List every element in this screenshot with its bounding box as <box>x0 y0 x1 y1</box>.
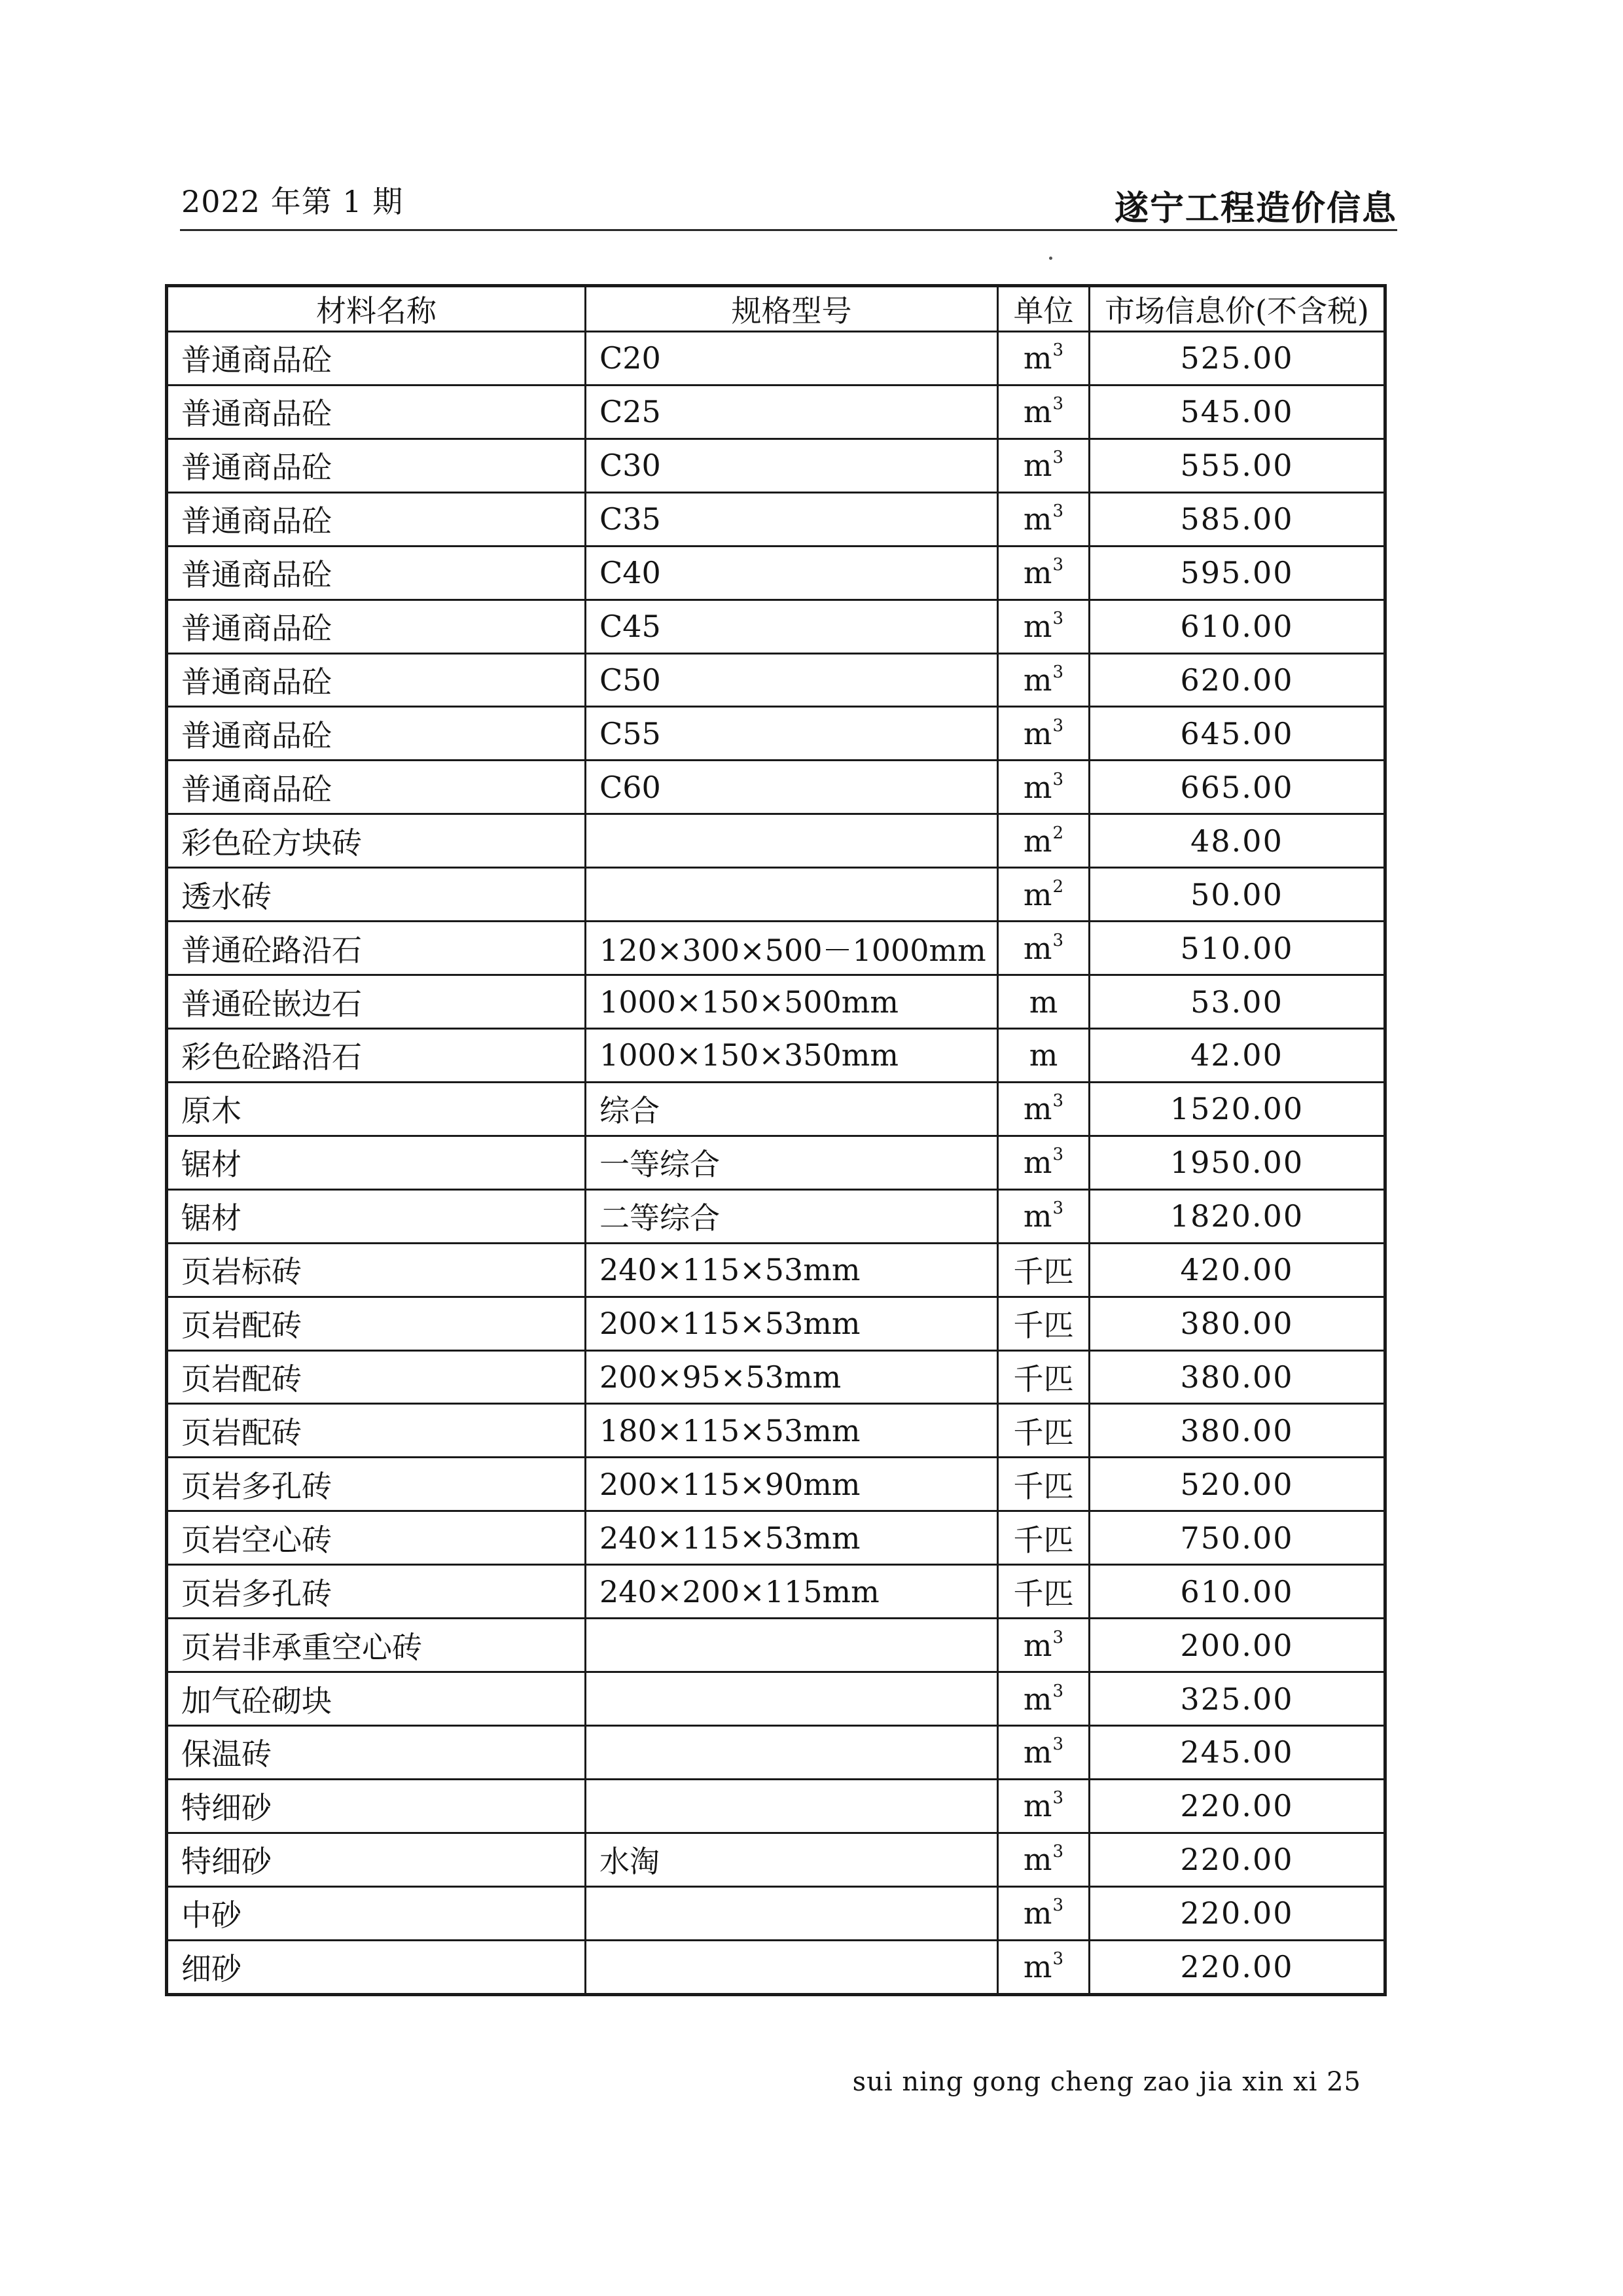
unit-cell <box>998 1136 1090 1189</box>
price-cell: 1950.00 <box>1090 1136 1385 1189</box>
unit-exponent: 3 <box>1052 1788 1064 1808</box>
unit-text: m <box>1023 1198 1052 1234</box>
spec-cell: 1000×150×500mm <box>586 975 998 1029</box>
spec-cell: 一等综合 <box>586 1136 998 1189</box>
table-row <box>167 332 1385 386</box>
spec-cell <box>586 868 998 922</box>
unit-text: m <box>1023 1091 1052 1127</box>
unit-text: 千匹 <box>1013 1361 1074 1397</box>
material-name-cell: 锯材 <box>167 1136 586 1189</box>
unit-text: m <box>1023 769 1052 805</box>
unit-cell <box>998 1458 1090 1511</box>
unit-exponent: 3 <box>1052 1627 1064 1647</box>
price-cell: 585.00 <box>1090 492 1385 546</box>
table-row <box>167 1458 1385 1511</box>
unit-text: 千匹 <box>1013 1308 1074 1344</box>
unit-text: m <box>1023 448 1052 484</box>
material-name-cell: 保温砖 <box>167 1725 586 1779</box>
price-cell: 645.00 <box>1090 707 1385 761</box>
unit-text: 千匹 <box>1013 1414 1074 1450</box>
price-cell: 325.00 <box>1090 1672 1385 1726</box>
unit-text: m <box>1023 662 1052 698</box>
unit-cell <box>998 975 1090 1029</box>
spec-cell: 水淘 <box>586 1833 998 1886</box>
spec-cell <box>586 1672 998 1726</box>
header-rule <box>180 229 1397 231</box>
table-row <box>167 761 1385 814</box>
unit-exponent: 2 <box>1052 876 1064 897</box>
unit-cell <box>998 492 1090 546</box>
material-name-cell: 页岩多孔砖 <box>167 1565 586 1619</box>
unit-exponent: 3 <box>1052 448 1064 468</box>
unit-text: 千匹 <box>1013 1522 1074 1558</box>
unit-cell <box>998 546 1090 600</box>
unit-cell <box>998 1725 1090 1779</box>
unit-text: m <box>1029 984 1058 1020</box>
table-row <box>167 600 1385 653</box>
unit-text: m <box>1023 1788 1052 1824</box>
spec-cell: C40 <box>586 546 998 600</box>
material-name-cell: 普通商品砼 <box>167 707 586 761</box>
material-name-cell: 原木 <box>167 1082 586 1136</box>
unit-exponent: 3 <box>1052 1198 1064 1219</box>
price-cell: 245.00 <box>1090 1725 1385 1779</box>
spec-cell: 240×200×115mm <box>586 1565 998 1619</box>
unit-exponent: 3 <box>1052 1681 1064 1701</box>
material-name-cell: 透水砖 <box>167 868 586 922</box>
issue-label: 2022 年第 1 期 <box>181 184 404 219</box>
unit-cell <box>998 1619 1090 1672</box>
unit-text: m <box>1023 1627 1052 1663</box>
material-name-cell: 普通商品砼 <box>167 761 586 814</box>
material-name-cell: 页岩标砖 <box>167 1243 586 1297</box>
table-row <box>167 492 1385 546</box>
table-row <box>167 1404 1385 1458</box>
price-cell: 525.00 <box>1090 332 1385 386</box>
unit-text: m <box>1023 876 1052 912</box>
price-cell: 200.00 <box>1090 1619 1385 1672</box>
material-name-cell: 页岩配砖 <box>167 1404 586 1458</box>
material-name-cell: 特细砂 <box>167 1833 586 1886</box>
material-name-cell: 页岩配砖 <box>167 1297 586 1350</box>
spec-cell: 180×115×53mm <box>586 1404 998 1458</box>
unit-cell <box>998 1297 1090 1350</box>
unit-text: 千匹 <box>1013 1575 1074 1611</box>
price-cell: 595.00 <box>1090 546 1385 600</box>
unit-text: m <box>1023 1842 1052 1878</box>
unit-text: m <box>1023 1734 1052 1770</box>
table-row <box>167 439 1385 492</box>
price-cell: 420.00 <box>1090 1243 1385 1297</box>
spec-cell: 200×115×90mm <box>586 1458 998 1511</box>
unit-cell <box>998 1886 1090 1940</box>
unit-cell <box>998 1082 1090 1136</box>
unit-text: m <box>1023 501 1052 537</box>
publication-title: 遂宁工程造价信息 <box>1114 188 1397 228</box>
spec-cell: 120×300×500－1000mm <box>586 922 998 975</box>
unit-text: m <box>1023 930 1052 966</box>
spec-cell: C60 <box>586 761 998 814</box>
unit-cell <box>998 1189 1090 1243</box>
unit-cell <box>998 439 1090 492</box>
table-row <box>167 1886 1385 1940</box>
spec-cell: 二等综合 <box>586 1189 998 1243</box>
spec-cell: C25 <box>586 385 998 439</box>
spec-cell: C30 <box>586 439 998 492</box>
table-row <box>167 1297 1385 1350</box>
col-header-name: 材料名称 <box>167 286 586 332</box>
price-cell: 610.00 <box>1090 1565 1385 1619</box>
unit-text: m <box>1023 823 1052 859</box>
table-row <box>167 1565 1385 1619</box>
price-cell: 610.00 <box>1090 600 1385 653</box>
material-name-cell: 普通商品砼 <box>167 600 586 653</box>
table-row <box>167 1672 1385 1726</box>
unit-exponent: 3 <box>1052 1145 1064 1165</box>
price-cell: 220.00 <box>1090 1886 1385 1940</box>
spec-cell <box>586 814 998 868</box>
unit-text: m <box>1023 340 1052 376</box>
unit-text: 千匹 <box>1013 1468 1074 1504</box>
price-cell: 220.00 <box>1090 1833 1385 1886</box>
spec-cell: C50 <box>586 653 998 707</box>
unit-text: m <box>1023 609 1052 645</box>
unit-text: m <box>1023 1895 1052 1931</box>
material-name-cell: 细砂 <box>167 1940 586 1994</box>
table-header-row <box>167 286 1385 332</box>
spec-cell: 240×115×53mm <box>586 1511 998 1565</box>
unit-cell <box>998 868 1090 922</box>
unit-text: m <box>1023 715 1052 751</box>
page-header <box>180 171 1397 230</box>
unit-text: m <box>1029 1037 1058 1073</box>
table-row <box>167 814 1385 868</box>
table-row <box>167 1189 1385 1243</box>
unit-exponent: 3 <box>1052 1842 1064 1862</box>
spec-cell: 200×115×53mm <box>586 1297 998 1350</box>
material-name-cell: 彩色砼方块砖 <box>167 814 586 868</box>
unit-text: m <box>1023 1949 1052 1985</box>
table-row <box>167 1243 1385 1297</box>
spec-cell <box>586 1940 998 1994</box>
table-row <box>167 1725 1385 1779</box>
table-row <box>167 1779 1385 1833</box>
spec-cell <box>586 1725 998 1779</box>
unit-text: 千匹 <box>1013 1254 1074 1290</box>
material-name-cell: 普通商品砼 <box>167 546 586 600</box>
material-name-cell: 普通商品砼 <box>167 492 586 546</box>
unit-cell <box>998 1672 1090 1726</box>
table-row <box>167 1028 1385 1082</box>
table-row <box>167 1082 1385 1136</box>
unit-exponent: 3 <box>1052 609 1064 629</box>
price-cell: 1820.00 <box>1090 1189 1385 1243</box>
price-cell: 545.00 <box>1090 385 1385 439</box>
unit-cell <box>998 1833 1090 1886</box>
unit-exponent: 3 <box>1052 555 1064 575</box>
price-cell: 380.00 <box>1090 1297 1385 1350</box>
price-cell: 665.00 <box>1090 761 1385 814</box>
price-cell: 510.00 <box>1090 922 1385 975</box>
price-cell: 42.00 <box>1090 1028 1385 1082</box>
unit-cell <box>998 1565 1090 1619</box>
material-name-cell: 页岩多孔砖 <box>167 1458 586 1511</box>
price-cell: 380.00 <box>1090 1404 1385 1458</box>
price-cell: 620.00 <box>1090 653 1385 707</box>
spec-cell <box>586 1619 998 1672</box>
material-name-cell: 普通商品砼 <box>167 385 586 439</box>
unit-text: m <box>1023 555 1052 591</box>
spec-cell: 1000×150×350mm <box>586 1028 998 1082</box>
spec-cell: C35 <box>586 492 998 546</box>
table-row <box>167 1619 1385 1672</box>
col-header-spec: 规格型号 <box>586 286 998 332</box>
unit-cell <box>998 600 1090 653</box>
spec-cell: 200×95×53mm <box>586 1350 998 1404</box>
unit-exponent: 3 <box>1052 662 1064 682</box>
table-body <box>167 332 1385 1995</box>
unit-exponent: 3 <box>1052 715 1064 736</box>
unit-text: m <box>1023 1145 1052 1181</box>
unit-exponent: 3 <box>1052 1895 1064 1916</box>
table-row <box>167 1350 1385 1404</box>
spec-cell: 综合 <box>586 1082 998 1136</box>
material-name-cell: 普通砼路沿石 <box>167 922 586 975</box>
material-name-cell: 页岩空心砖 <box>167 1511 586 1565</box>
price-cell: 520.00 <box>1090 1458 1385 1511</box>
unit-cell <box>998 1404 1090 1458</box>
price-cell: 750.00 <box>1090 1511 1385 1565</box>
material-name-cell: 普通商品砼 <box>167 439 586 492</box>
material-name-cell: 页岩配砖 <box>167 1350 586 1404</box>
price-cell: 50.00 <box>1090 868 1385 922</box>
unit-exponent: 3 <box>1052 501 1064 522</box>
price-table <box>165 284 1387 1996</box>
table-row <box>167 975 1385 1029</box>
spec-cell: 240×115×53mm <box>586 1243 998 1297</box>
unit-cell <box>998 1511 1090 1565</box>
table-row <box>167 1511 1385 1565</box>
material-name-cell: 中砂 <box>167 1886 586 1940</box>
material-name-cell: 普通商品砼 <box>167 332 586 386</box>
unit-exponent: 3 <box>1052 340 1064 361</box>
unit-cell <box>998 922 1090 975</box>
unit-cell <box>998 814 1090 868</box>
price-cell: 48.00 <box>1090 814 1385 868</box>
spec-cell <box>586 1886 998 1940</box>
unit-cell <box>998 761 1090 814</box>
unit-cell <box>998 385 1090 439</box>
unit-cell <box>998 1940 1090 1994</box>
spec-cell: C20 <box>586 332 998 386</box>
price-cell: 380.00 <box>1090 1350 1385 1404</box>
unit-cell <box>998 707 1090 761</box>
unit-text: m <box>1023 1681 1052 1717</box>
price-cell: 220.00 <box>1090 1940 1385 1994</box>
unit-exponent: 3 <box>1052 1091 1064 1111</box>
table-row <box>167 1136 1385 1189</box>
unit-text: m <box>1023 394 1052 430</box>
scan-speck <box>1049 257 1052 260</box>
unit-cell <box>998 1350 1090 1404</box>
table-row <box>167 922 1385 975</box>
price-cell: 1520.00 <box>1090 1082 1385 1136</box>
material-name-cell: 页岩非承重空心砖 <box>167 1619 586 1672</box>
material-name-cell: 普通砼嵌边石 <box>167 975 586 1029</box>
table-row <box>167 653 1385 707</box>
material-name-cell: 彩色砼路沿石 <box>167 1028 586 1082</box>
table-row <box>167 707 1385 761</box>
table-row <box>167 546 1385 600</box>
unit-cell <box>998 653 1090 707</box>
unit-cell <box>998 1243 1090 1297</box>
unit-exponent: 3 <box>1052 769 1064 789</box>
table-row <box>167 868 1385 922</box>
col-header-price: 市场信息价(不含税) <box>1090 286 1385 332</box>
spec-cell: C55 <box>586 707 998 761</box>
material-name-cell: 普通商品砼 <box>167 653 586 707</box>
unit-exponent: 3 <box>1052 1949 1064 1969</box>
unit-cell <box>998 1028 1090 1082</box>
price-cell: 555.00 <box>1090 439 1385 492</box>
material-name-cell: 锯材 <box>167 1189 586 1243</box>
page-footer: sui ning gong cheng zao jia xin xi 25 <box>852 2067 1361 2097</box>
material-name-cell: 加气砼砌块 <box>167 1672 586 1726</box>
price-cell: 53.00 <box>1090 975 1385 1029</box>
unit-exponent: 3 <box>1052 930 1064 950</box>
unit-exponent: 2 <box>1052 823 1064 843</box>
unit-exponent: 3 <box>1052 394 1064 414</box>
material-name-cell: 特细砂 <box>167 1779 586 1833</box>
unit-cell <box>998 1779 1090 1833</box>
col-header-unit: 单位 <box>998 286 1090 332</box>
table-row <box>167 1940 1385 1994</box>
table-row <box>167 1833 1385 1886</box>
price-cell: 220.00 <box>1090 1779 1385 1833</box>
unit-cell <box>998 332 1090 386</box>
spec-cell: C45 <box>586 600 998 653</box>
spec-cell <box>586 1779 998 1833</box>
table-row <box>167 385 1385 439</box>
unit-exponent: 3 <box>1052 1734 1064 1755</box>
